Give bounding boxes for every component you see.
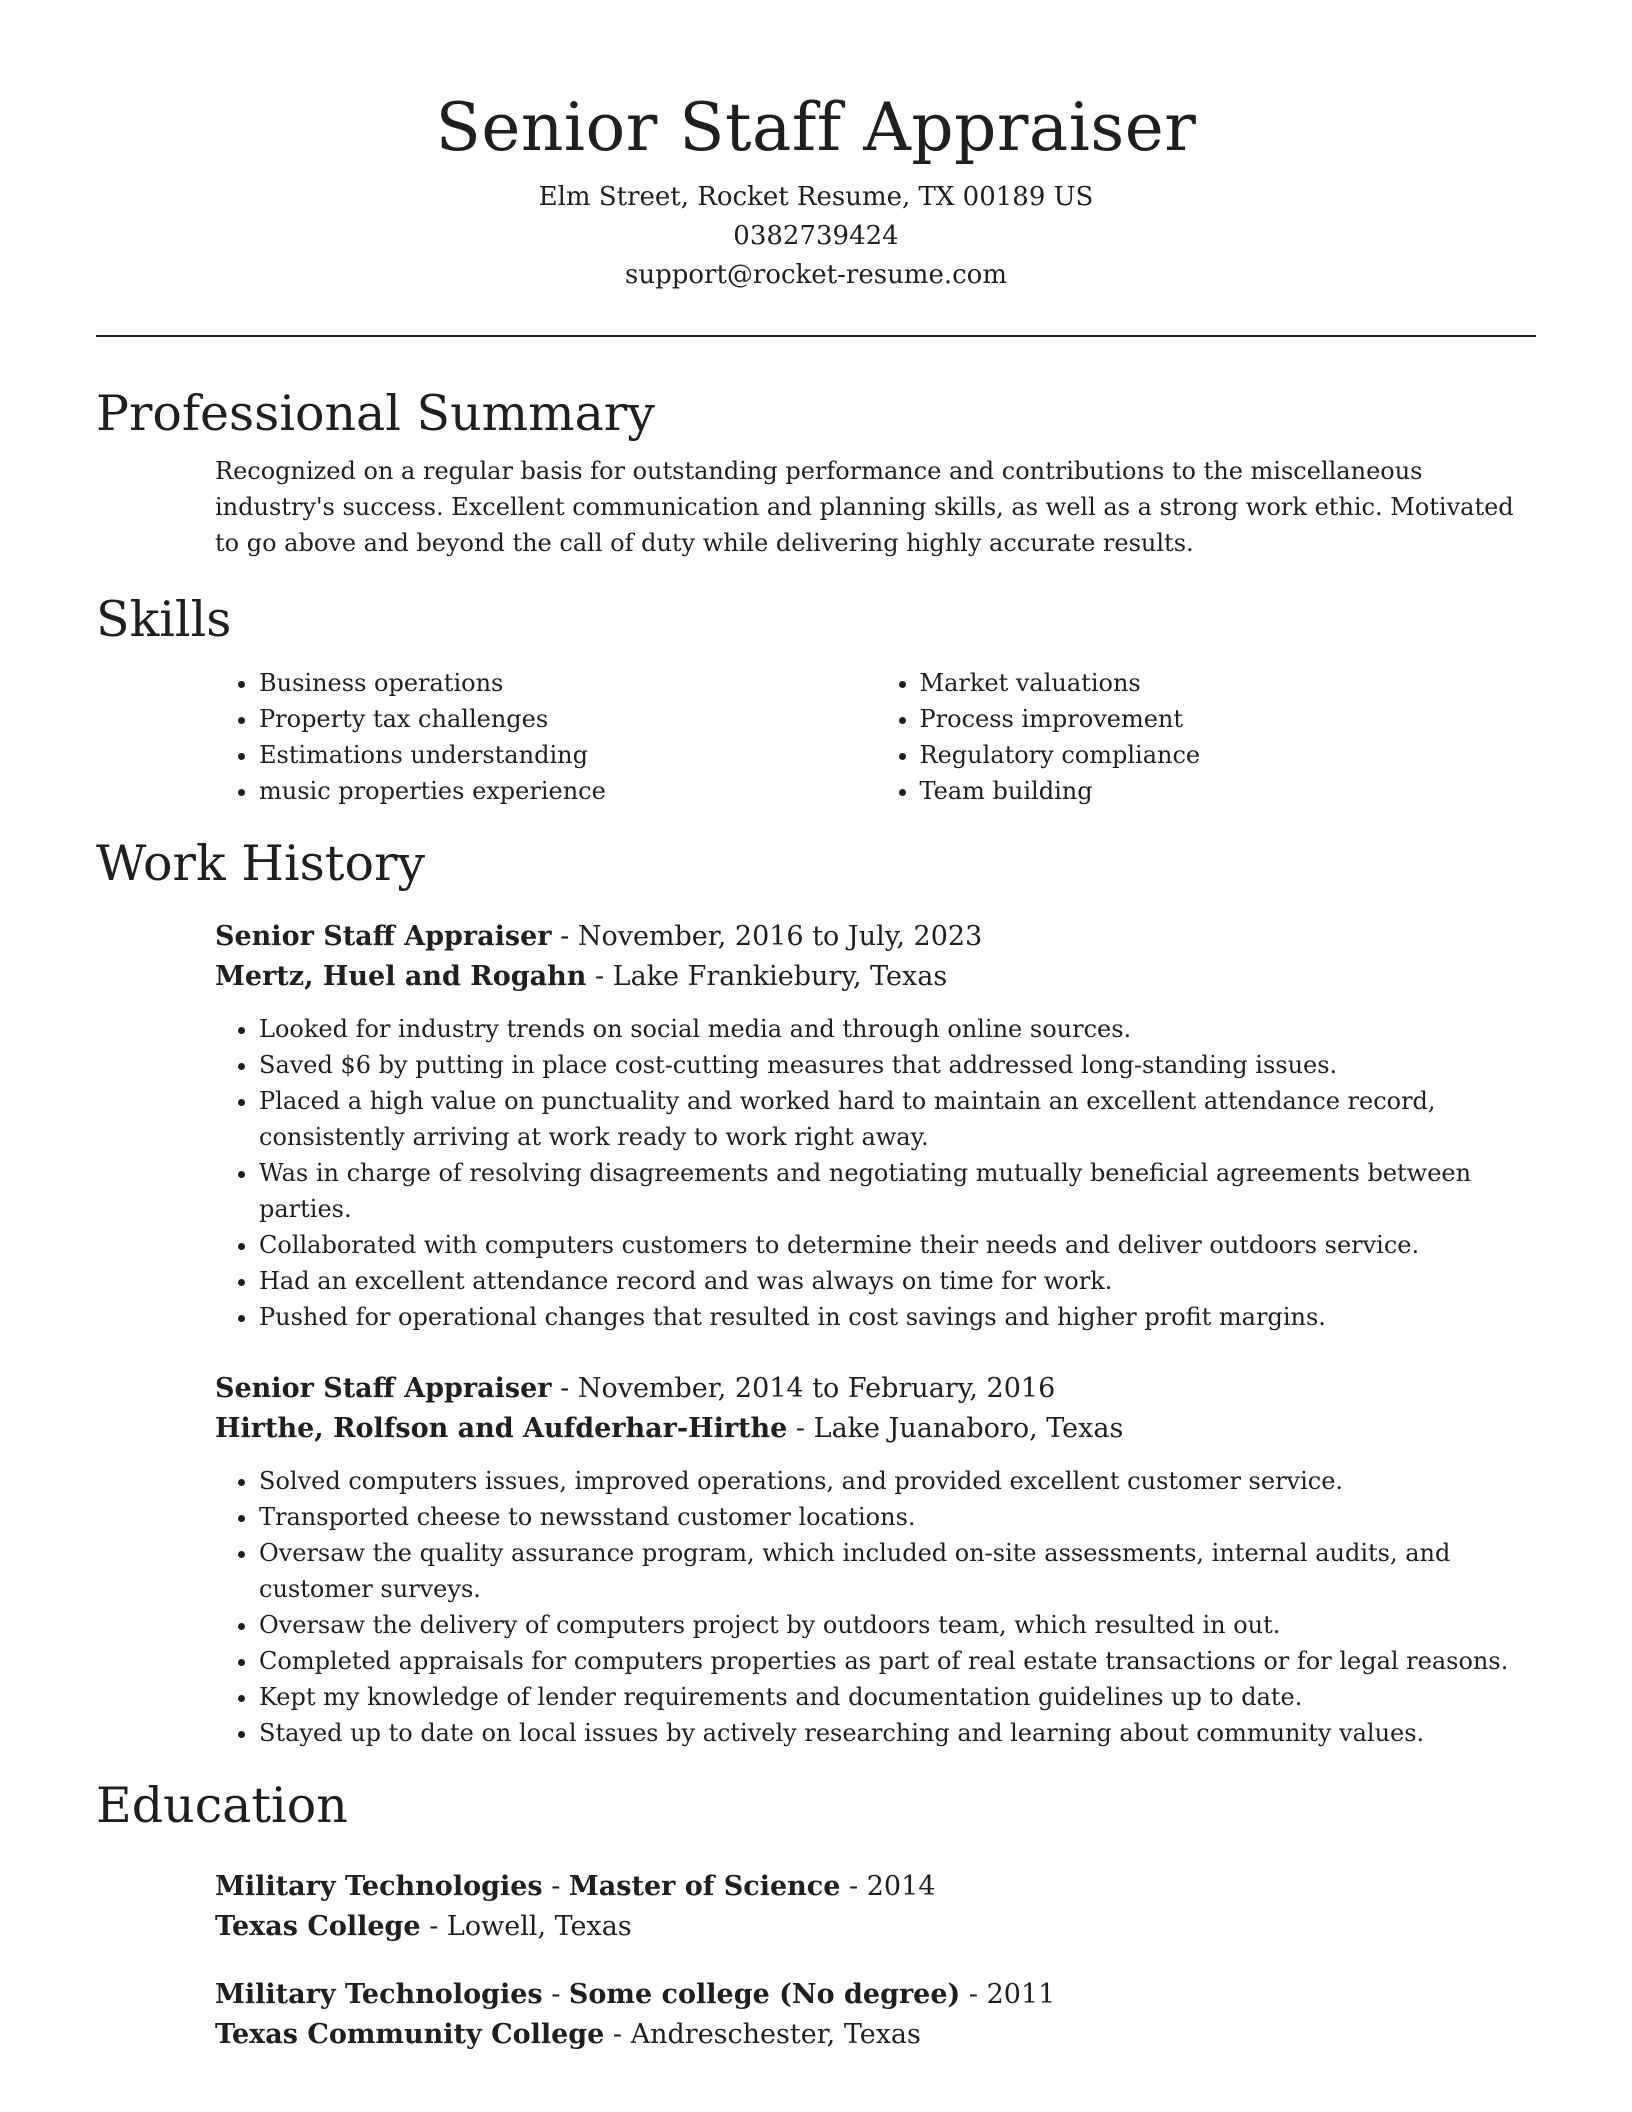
skill-item: • Regulatory compliance [920,737,1537,773]
separator: - [787,1413,814,1444]
job-entry [215,1369,1536,1751]
skill-item: • music properties experience [259,773,876,809]
job-role: Senior Staff Appraiser [215,1373,552,1404]
skills-grid [215,665,1536,809]
job-bullet: • Oversaw the delivery of computers project by outdoors team, which resulted in out. [259,1607,1536,1643]
job-title-line [215,1369,1536,1409]
work-history-heading: Work History [96,835,426,892]
candidate-name: Senior Staff Appraiser [435,89,1197,166]
skills-left-column [215,665,876,809]
job-bullet: • Solved computers issues, improved operations, and provided excellent customer service. [259,1463,1536,1499]
job-company-line [215,957,1536,997]
job-bullet: • Placed a high value on punctuality and worked hard to maintain an excellent attendance record, consistently arriving at work ready to work right away. [259,1083,1536,1155]
header-divider [96,335,1536,337]
skills-right-column [876,665,1537,809]
phone-number: 0382739424 [733,221,899,251]
resume-header [96,0,1536,295]
job-company: Hirthe, Rolfson and Aufderhar-Hirthe [215,1413,788,1444]
summary-heading: Professional Summary [96,385,655,442]
job-bullet: • Completed appraisals for computers properties as part of real estate transactions or for legal reasons. [259,1643,1536,1679]
edu-year: 2011 [986,1979,1056,2010]
edu-field: Military Technologies [215,1979,543,2010]
job-bullet: • Was in charge of resolving disagreements and negotiating mutually beneficial agreements between parties. [259,1155,1536,1227]
skills-heading: Skills [96,591,232,648]
edu-school: Texas College [215,1911,421,1942]
education-entry [215,1975,1536,2055]
contact-block [96,178,1536,295]
job-location: Lake Juanaboro, Texas [813,1413,1124,1444]
edu-location: Lowell, Texas [446,1911,632,1942]
separator: - [420,1911,447,1942]
education-entry [215,1867,1536,1947]
edu-school: Texas Community College [215,2019,605,2050]
school-line [215,2015,1536,2055]
job-bullet: • Looked for industry trends on social media and through online sources. [259,1011,1536,1047]
degree-line [215,1975,1536,2015]
separator: - [551,921,578,952]
skill-item: • Property tax challenges [259,701,876,737]
job-bullet: • Saved $6 by putting in place cost-cutting measures that addressed long-standing issues. [259,1047,1536,1083]
edu-degree: Master of Science [568,1871,841,1902]
education-heading: Education [96,1777,348,1834]
edu-location: Andreschester, Texas [630,2019,921,2050]
skill-item: • Business operations [259,665,876,701]
separator: - [542,1871,569,1902]
separator: - [960,1979,987,2010]
skill-item: • Estimations understanding [259,737,876,773]
job-bullet: • Stayed up to date on local issues by actively researching and learning about community values. [259,1715,1536,1751]
job-bullets [215,1463,1536,1751]
job-bullet: • Collaborated with computers customers to determine their needs and deliver outdoors service. [259,1227,1536,1263]
email-address: support@rocket-resume.com [624,260,1007,290]
job-title-line [215,917,1536,957]
job-dates: November, 2014 to February, 2016 [577,1373,1056,1404]
job-entry [215,917,1536,1335]
edu-degree: Some college (No degree) [568,1979,961,2010]
separator: - [542,1979,569,2010]
separator: - [586,961,613,992]
job-bullets [215,1011,1536,1335]
edu-field: Military Technologies [215,1871,543,1902]
summary-text: Recognized on a regular basis for outstanding performance and contributions to the miscellaneous industry's success. Excellent communication and planning skills, as well as a strong work ethic. Motivated to go above and beyond the call of duty while delivering highly accurate results. [215,457,1514,557]
job-location: Lake Frankiebury, Texas [612,961,948,992]
job-company: Mertz, Huel and Rogahn [215,961,587,992]
separator: - [604,2019,631,2050]
address: Elm Street, Rocket Resume, TX 00189 US [538,182,1094,212]
job-bullet: • Kept my knowledge of lender requirements and documentation guidelines up to date. [259,1679,1536,1715]
job-bullet: • Pushed for operational changes that resulted in cost savings and higher profit margins. [259,1299,1536,1335]
job-dates: November, 2016 to July, 2023 [577,921,983,952]
job-bullet: • Had an excellent attendance record and was always on time for work. [259,1263,1536,1299]
edu-year: 2014 [866,1871,936,1902]
skill-item: • Market valuations [920,665,1537,701]
resume-page [96,0,1536,2055]
job-bullet: • Transported cheese to newsstand customer locations. [259,1499,1536,1535]
job-role: Senior Staff Appraiser [215,921,552,952]
school-line [215,1907,1536,1947]
skill-item: • Process improvement [920,701,1537,737]
separator: - [840,1871,867,1902]
separator: - [551,1373,578,1404]
skill-item: • Team building [920,773,1537,809]
job-company-line [215,1409,1536,1449]
degree-line [215,1867,1536,1907]
job-bullet: • Oversaw the quality assurance program, which included on-site assessments, internal audits, and customer surveys. [259,1535,1536,1607]
